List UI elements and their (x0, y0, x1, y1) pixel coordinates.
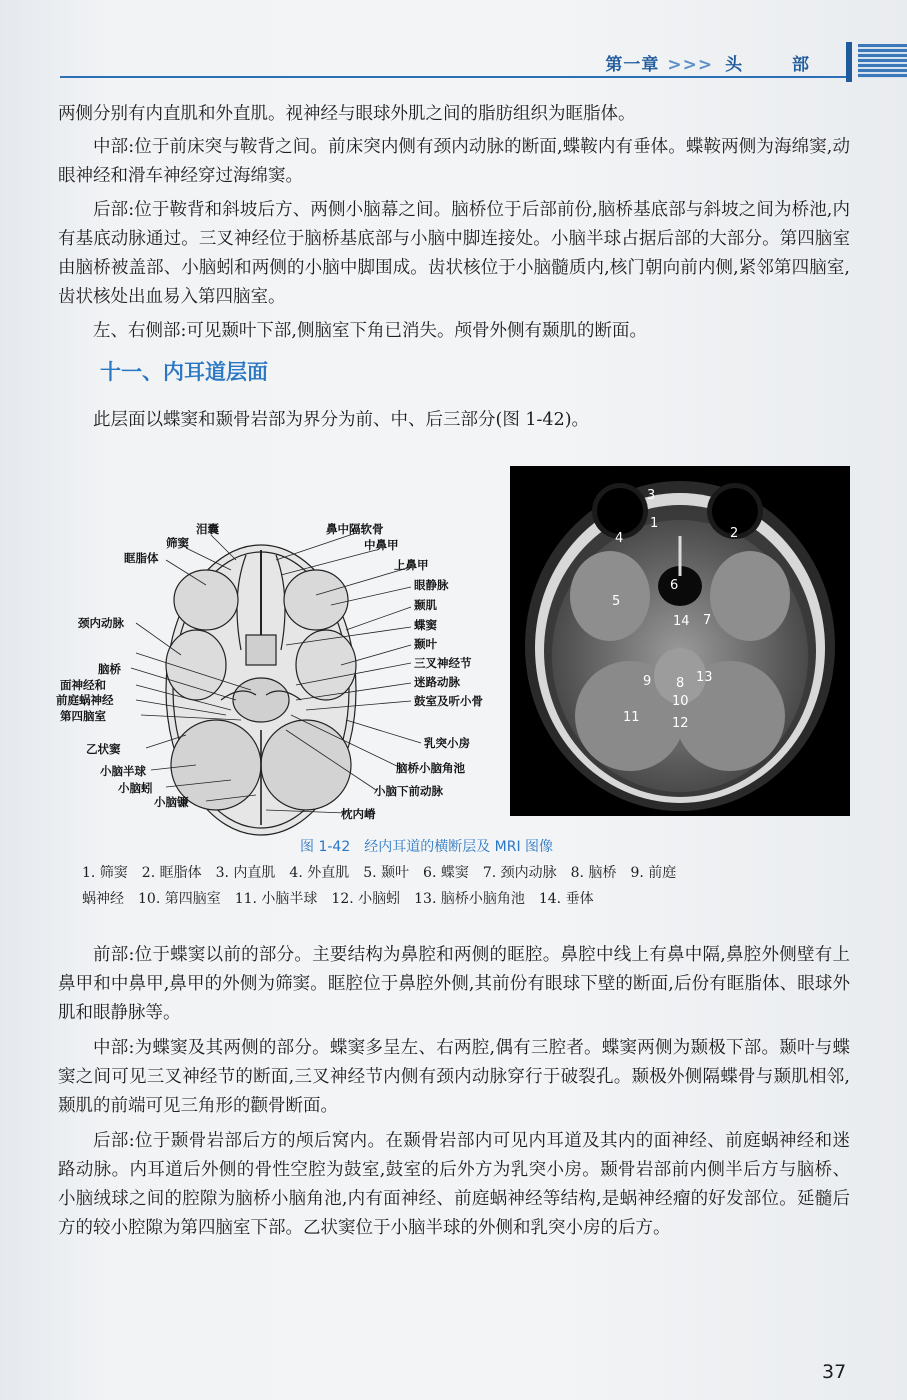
label-naoqiao: 脑桥 (98, 662, 121, 676)
label-yizhuang: 乙状窦 (86, 742, 121, 756)
mri-number-6: 6 (670, 578, 679, 593)
mri-number-8: 8 (676, 676, 685, 691)
label-diedou: 蝶窦 (414, 618, 437, 632)
anatomy-diagram (56, 515, 506, 850)
header-stripes (858, 44, 907, 78)
mri-number-13: 13 (696, 670, 713, 685)
chapter-title: 头 部 (725, 55, 831, 75)
label-disinaoshi: 第四脑室 (60, 709, 106, 723)
label-gushi: 鼓室及听小骨 (414, 694, 483, 708)
label-nieye: 颞叶 (414, 637, 437, 651)
label-xiaonaoyin: 小脑蚓 (118, 781, 153, 795)
label-nieji: 颞肌 (414, 598, 437, 612)
mri-number-9: 9 (643, 674, 652, 689)
paragraph-4: 左、右侧部:可见颞叶下部,侧脑室下角已消失。颅骨外侧有颞肌的断面。 (93, 321, 647, 341)
label-yanjingmai: 眼静脉 (414, 578, 449, 592)
mri-number-3: 3 (647, 488, 656, 503)
label-shaidou: 筛窦 (166, 536, 189, 550)
section-title: 十一、内耳道层面 (100, 360, 268, 384)
section-intro: 此层面以蝶窦和颞骨岩部为界分为前、中、后三部分(图 1-42)。 (93, 410, 590, 430)
mri-number-14: 14 (673, 614, 690, 629)
mri-number-1: 1 (650, 516, 659, 531)
mri-number-4: 4 (615, 531, 624, 546)
mri-number-11: 11 (623, 710, 640, 725)
header-rule (60, 76, 850, 78)
legend-line-1: 1. 筛窦 2. 眶脂体 3. 内直肌 4. 外直肌 5. 颞叶 6. 蝶窦 7. 颈内动脉 8. 脑桥 9. 前庭 (82, 865, 677, 881)
label-rutu: 乳突小房 (424, 736, 470, 750)
paragraph-1: 两侧分别有内直肌和外直肌。视神经与眼球外肌之间的脂肪组织为眶脂体。 (58, 104, 636, 124)
paragraph-6: 中部:为蝶窦及其两侧的部分。蝶窦多呈左、右两腔,偶有三腔者。蝶窦两侧为颞极下部。颞叶与蝶窦之间可见三叉神经节的断面,三叉神经节内侧有颈内动脉穿行于破裂孔。颞极外侧隔蝶骨与颞肌相邻,颞肌的前端可见三角形的颧骨断面。 (58, 1038, 850, 1116)
paragraph-2: 中部:位于前床突与鞍背之间。前床突内侧有颈内动脉的断面,蝶鞍内有垂体。蝶鞍两侧为海绵窦,动眼神经和滑车神经穿过海绵窦。 (58, 137, 850, 186)
mri-drawing (510, 466, 850, 816)
mri-number-7: 7 (703, 613, 712, 628)
label-xiaonaolian: 小脑镰 (154, 795, 189, 809)
figure-caption: 图 1-42 经内耳道的横断层及 MRI 图像 (300, 839, 554, 855)
paragraph-3: 后部:位于鞍背和斜坡后方、两侧小脑幕之间。脑桥位于后部前份,脑桥基底部与斜坡之间为桥池,内有基底动脉通过。三叉神经位于脑桥基底部与小脑中脚连接处。小脑半球占据后部的大部分。第四脑室由脑桥被盖部、小脑蚓和两侧的小脑中脚围成。齿状核位于小脑髓质内,核门朝向前内侧,紧邻第四脑室,齿状核处出血易入第四脑室。 (58, 200, 850, 307)
mri-number-2: 2 (730, 526, 739, 541)
label-xiaqian: 小脑下前动脉 (374, 784, 443, 798)
header-bar (846, 42, 852, 82)
mri-number-10: 10 (672, 694, 689, 709)
page-number: 37 (822, 1361, 847, 1383)
label-jingnei: 颈内动脉 (78, 616, 124, 630)
mri-number-12: 12 (672, 716, 689, 731)
mri-image (510, 466, 850, 816)
legend-line-2: 蜗神经 10. 第四脑室 11. 小脑半球 12. 小脑蚓 13. 脑桥小脑角池 14. 垂体 (82, 891, 594, 907)
label-leizang: 泪囊 (196, 522, 219, 536)
label-bizhongge: 鼻中隔软骨 (326, 522, 384, 536)
chapter-label: 第一章 (605, 55, 660, 75)
label-banqiu: 小脑半球 (100, 764, 146, 778)
label-sancha: 三叉神经节 (414, 656, 472, 670)
label-zhenneiji: 枕内嵴 (341, 807, 376, 821)
label-milu: 迷路动脉 (414, 675, 460, 689)
label-naoqiaojiao: 脑桥小脑角池 (396, 761, 465, 775)
running-header (605, 50, 831, 75)
label-shangbijia: 上鼻甲 (394, 558, 429, 572)
paragraph-5: 前部:位于蝶窦以前的部分。主要结构为鼻腔和两侧的眶腔。鼻腔中线上有鼻中隔,鼻腔外侧壁有上鼻甲和中鼻甲,鼻甲的外侧为筛窦。眶腔位于鼻腔外侧,其前份有眼球下壁的断面,后份有眶脂体、眼球外肌和眼静脉等。 (58, 945, 850, 1023)
paragraph-7: 后部:位于颞骨岩部后方的颅后窝内。在颞骨岩部内可见内耳道及其内的面神经、前庭蜗神经和迷路动脉。内耳道后外侧的骨性空腔为鼓室,鼓室的后外方为乳突小房。颞骨岩部前内侧半后方与脑桥、小脑绒球之间的腔隙为脑桥小脑角池,内有面神经、前庭蜗神经等结构,是蜗神经瘤的好发部位。延髓后方的较小腔隙为第四脑室下部。乙状窦位于小脑半球的外侧和乳突小房的后方。 (58, 1131, 850, 1238)
label-kuangzhiti: 眶脂体 (124, 551, 159, 565)
label-zhongbijia: 中鼻甲 (364, 538, 399, 552)
mri-number-5: 5 (612, 594, 621, 609)
chevrons-icon: >>> (667, 55, 714, 75)
label-mianshenjing: 面神经和 (60, 678, 106, 692)
label-qiantingwo: 前庭蜗神经 (56, 693, 114, 707)
